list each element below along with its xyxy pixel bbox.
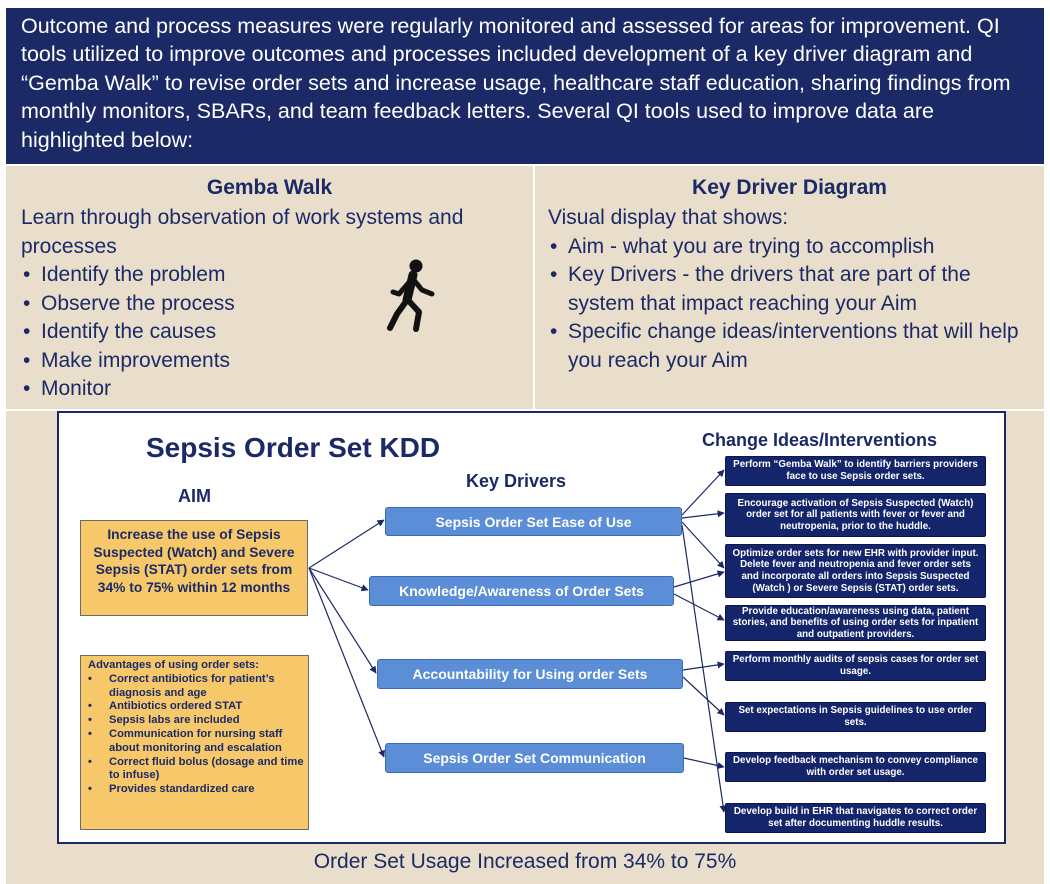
kdd-point: • Specific change ideas/interventions that will help you reach your Aim [548, 318, 1036, 375]
key-drivers-label: Key Drivers [466, 471, 567, 491]
aim-text: Increase the use of Sepsis Suspected (Watch) and Severe Sepsis (STAT) order sets from 34% to 75% within 12 months [93, 527, 295, 595]
advantage-item: • Communication for nursing staff about monitoring and escalation [88, 728, 304, 756]
advantages-title: Advantages of using order sets: [88, 659, 259, 671]
driver-knowledge-awareness: Knowledge/Awareness of Order Sets [369, 576, 674, 606]
aim-to-driver-2-line [309, 568, 368, 590]
gemba-step: • Monitor [21, 375, 491, 404]
gemba-step: • Observe the process [21, 290, 491, 319]
driver-communication: Sepsis Order Set Communication [385, 743, 684, 773]
driver-1-to-change-8-line [682, 525, 724, 812]
kdd-description: Visual display that shows: [548, 206, 789, 229]
change-idea-encourage-activation: Encourage activation of Sepsis Suspected (Watch) order set for all patients with fever or fever and neutropenia, prior to the huddle. [725, 493, 986, 537]
key-driver-diagram-title: Key Driver Diagram [692, 176, 887, 199]
aim-to-driver-3-line [309, 568, 376, 673]
driver-1-to-change-1-line [682, 470, 724, 515]
driver-2-to-change-3-line [674, 572, 724, 587]
gemba-step: • Identify the problem [21, 261, 491, 290]
gemba-walk-description: Learn through observation of work systems and processes [21, 206, 464, 258]
aim-box [80, 520, 308, 616]
change-idea-education: Provide education/awareness using data, patient stories, and benefits of using order sets for inpatient and outpatient providers. [725, 605, 986, 641]
change-idea-optimize-order-sets: Optimize order sets for new EHR with provider input. Delete fever and neutropenia and fever order sets and incorporate all orders into Sepsis Suspected (Watch ) or Severe Sepsis (STAT) order sets. [725, 544, 986, 598]
advantages-box [80, 655, 309, 830]
aim-label: AIM [178, 486, 211, 506]
change-idea-ehr-build: Develop build in EHR that navigates to correct order set after documenting huddle results. [725, 803, 986, 833]
driver-1-to-change-3-line [682, 522, 724, 568]
driver-3-to-change-6-line [683, 677, 724, 715]
advantage-item: • Antibiotics ordered STAT [88, 700, 304, 714]
advantage-item: • Sepsis labs are included [88, 714, 304, 728]
kdd-point: • Aim - what you are trying to accomplish [548, 233, 1036, 262]
kdd-title: Sepsis Order Set KDD [146, 432, 441, 463]
advantage-item: • Correct antibiotics for patient’s diagnosis and age [88, 673, 304, 701]
gemba-step: • Make improvements [21, 347, 491, 376]
change-ideas-label: Change Ideas/Interventions [702, 430, 938, 450]
advantage-item: • Correct fluid bolus (dosage and time to infuse) [88, 756, 304, 784]
change-idea-set-expectations: Set expectations in Sepsis guidelines to use order sets. [725, 702, 986, 732]
gemba-step: • Identify the causes [21, 318, 491, 347]
driver-accountability: Accountability for Using order Sets [377, 659, 683, 689]
driver-ease-of-use: Sepsis Order Set Ease of Use [385, 507, 682, 536]
advantages-list [88, 673, 304, 797]
kdd-point: • Key Drivers - the drivers that are part of the system that impact reaching your Aim [548, 261, 1036, 318]
gemba-walk-title: Gemba Walk [206, 176, 333, 199]
advantage-item: • Provides standardized care [88, 783, 304, 797]
driver-4-to-change-7-line [684, 758, 724, 767]
change-idea-gemba-walk: Perform “Gemba Walk” to identify barriers providers face to use Sepsis order sets. [725, 456, 986, 486]
change-idea-monthly-audits: Perform monthly audits of sepsis cases for order set usage. [725, 651, 986, 681]
intro-text: Outcome and process measures were regularly monitored and assessed for areas for improvement. QI tools utilized to improve outcomes and processes included development of a key driver diagram and “Gemba Walk” to revise order sets and increase usage, healthcare staff education, sharing findings from monthly monitors, SBARs, and team feedback letters. Several QI tools used to improve data are highlighted below: [21, 14, 1011, 152]
driver-1-to-change-2-line [682, 513, 724, 518]
change-idea-feedback-mechanism: Develop feedback mechanism to convey compliance with order set usage. [725, 752, 986, 782]
driver-2-to-change-4-line [674, 594, 724, 620]
footer-result: Order Set Usage Increased from 34% to 75% [313, 850, 737, 873]
aim-to-driver-1-line [309, 520, 384, 568]
